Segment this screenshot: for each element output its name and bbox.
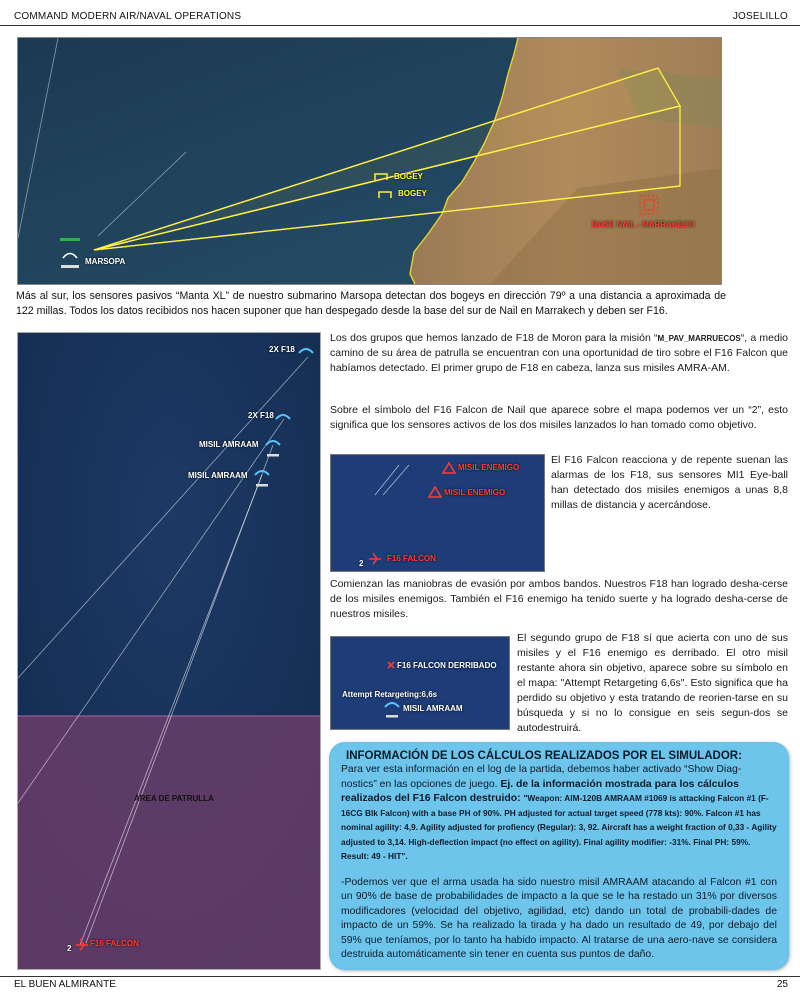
marsopa-label: MARSOPA <box>85 257 126 266</box>
amraam-label-small: MISIL AMRAAM <box>403 704 463 713</box>
map-caption: Más al sur, los sensores pasivos “Manta XL” de nuestro submarino Marsopa detectan dos bogeys en dirección 79º a una distancia a aproximada de 122 millas. Todos los datos recibidos nos hacen suponer que han despegado desde la base del sur de Nail en Marrakech y deben ser F16. <box>16 290 726 317</box>
info-bold-intro: Ej. de la información mostrada para los cálculos realizados del F16 Falcon destruido: <box>341 778 739 804</box>
info-intro: Para ver esta información en el log de la partida, debemos haber activado “Show Diag-nostics” en las opciones de juego. <box>341 764 742 790</box>
enemy-missile-label-2: MISIL ENEMIGO <box>444 488 506 497</box>
mission-name: M_PAV_MARRUECOS <box>657 334 741 343</box>
header-divider <box>0 25 800 26</box>
paragraph-enemy-missiles: El F16 Falcon reacciona y de repente suenan las alarmas de los F18, sus sensores MI1 Eye-ball han detectado dos misiles enemigos a unas 8,8 millas de distancia y acercándose. <box>551 454 788 511</box>
map-screenshot-patrol-area <box>17 332 321 970</box>
header-title: COMMAND MODERN AIR/NAVAL OPERATIONS <box>14 11 242 22</box>
map-marsopa-graphic <box>18 38 722 285</box>
paragraph-mission <box>330 331 788 376</box>
footer-title: EL BUEN ALMIRANTE <box>14 979 116 990</box>
map-enemy-graphic <box>331 455 545 572</box>
page-footer <box>0 979 800 990</box>
footer-divider <box>0 976 800 977</box>
f16-target-count-small: 2 <box>359 559 364 568</box>
map-patrol-graphic <box>18 333 321 970</box>
base-nail-label: BASE NAIL - MARRAKECH <box>592 220 695 229</box>
page-number: 25 <box>776 979 788 990</box>
f16-downed-label: F16 FALCON DERRIBADO <box>397 661 497 670</box>
paragraph-f16-down: El segundo grupo de F18 sí que acierta con uno de sus misiles y el F16 enemigo es derribado. El otro misil restante ahora sin objetivo, aparece sobre su símbolo en el mapa: "Attempt Retargeting 6,6s". Esto significa que ha perdido su objetivo y esta tratando de reorien-tarse en su búsqueda y si no lo consigue en seis segun-dos se autodestruirá. <box>517 632 788 734</box>
patrol-area-label: ÁREA DE PATRULLA <box>134 794 214 803</box>
paragraph-target-count: Sobre el símbolo del F16 Falcon de Nail que aparece sobre el mapa podemos ver un “2”, esto significa que los sensores activos de los dos misiles lanzados lo han tomado como objetivo. <box>330 404 788 431</box>
info-box-body <box>341 763 777 865</box>
p1-text-a: Los dos grupos que hemos lanzado de F18 de Moron para la misión “ <box>330 332 658 344</box>
amraam-label-1: MISIL AMRAAM <box>199 440 259 449</box>
map-screenshot-enemy-missiles <box>330 454 545 572</box>
page-header <box>0 0 800 26</box>
retargeting-label: Attempt Retargeting:6,6s <box>342 690 438 699</box>
info-box-title: INFORMACIÓN DE LOS CÁLCULOS REALIZADOS POR EL SIMULADOR: <box>346 750 742 762</box>
paragraph-evasion: Comienzan las maniobras de evasión por ambos bandos. Nuestros F18 han logrado desha-cerse de los misiles enemigos. También el F16 enemigo ha tenido suerte y ha logrado desha-cerse de nuestros misiles. <box>330 578 788 620</box>
amraam-label-2: MISIL AMRAAM <box>188 471 248 480</box>
bogey-label-1: BOGEY <box>394 172 423 181</box>
map-screenshot-marsopa <box>17 37 722 285</box>
info-log-text: "Weapon: AIM-120B AMRAAM #1069 is attacking Falcon #1 (F-16CG Blk Falcon) with a base PH of 90%. PH adjusted for actual target speed (778 kts): 90%. Falcon #1 has nominal agility: 4,9. Agility adjusted for profiency (Regular): 3, 92. Aircraft has a weight fraction of 0,33 - Agility adjusted to 3,14. High-deflection impact (no effect on agility). Final agility modifier: -31%. Final PH: 59%. Result: 49 - HIT". <box>341 793 777 861</box>
map-screenshot-f16-down <box>330 636 510 730</box>
header-author: JOSELILLO <box>732 11 788 22</box>
f18-group-label-2: 2X F18 <box>248 411 274 420</box>
f16-target-count: 2 <box>67 944 72 953</box>
simulator-info-box <box>329 742 789 970</box>
enemy-missile-label-1: MISIL ENEMIGO <box>458 463 520 472</box>
f16-falcon-label-small: F16 FALCON <box>387 554 436 563</box>
f16-falcon-label: F16 FALCON <box>90 939 139 948</box>
info-conclusion: -Podemos ver que el arma usada ha sido nuestro misil AMRAAM atacando al Falcon #1 con un 90% de base de probabilidades de impacto a la que se le ha restado un 31% por diversos modificadores (velocidad del objetivo, agilidad, etc) dando un total de probabili-dades de impacto de un 59%. Se ha realizado la tirada y ha dado un resultado de 49, por debajo del 59% que teníamos, por lo tanto ha habido impacto. Al tratarse de una aero-nave se considera destruida automáticamente sin tener en cuenta sus puntos de daño. <box>341 876 777 960</box>
bogey-label-2: BOGEY <box>398 189 427 198</box>
p1-text-b: “, a medio camino de su área de patrulla se encuentran con una oportunidad de tiro sobre el F16 Falcon que habíamos detectado. El primer grupo de F18 en cabeza, lanza sus misiles AMRA-AM. <box>330 332 788 374</box>
map-down-graphic <box>331 637 510 730</box>
f18-group-label-1: 2X F18 <box>269 345 295 354</box>
